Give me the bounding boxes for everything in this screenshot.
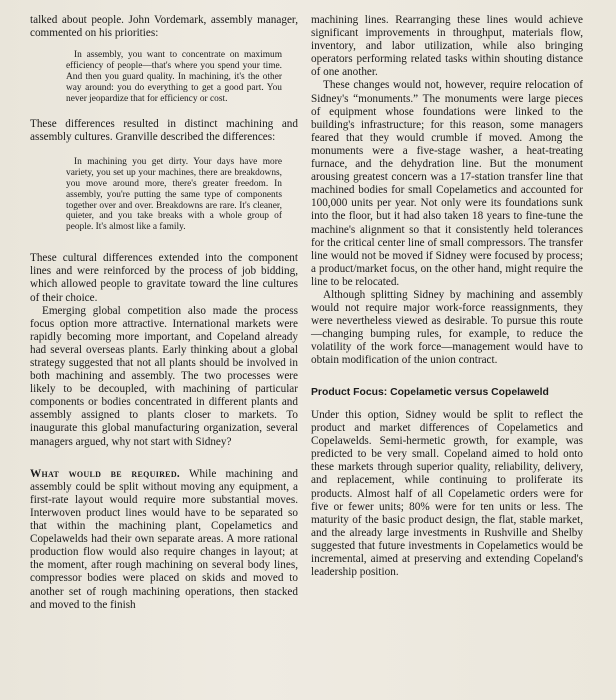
product-focus-paragraph: Under this option, Sidney would be split to reflect the product and market differences of Copelametics and Copelawelds. Semi-hermetic growth, for example, was predicted to be very small. Copeland aimed to hold onto these markets through superior quality, reliability, delivery, and replacement, while continuing to proliferate its products. Almost half of all Copelametic orders were for five or fewer units; 80% were for ten units or less. The maturity of the basic product design, the flat, stable market, and the already large investments in Rushville and Shelby suggested that future investments in Copelametics would be incremental, aimed at preserving and extending Copeland's leadership position. bbox=[311, 408, 583, 579]
left-column bbox=[30, 14, 298, 612]
cultural-differences-paragraph: These cultural differences extended into the component lines and were reinforced by the process of job bidding, which allowed people to gravitate toward the line cultures of their choice. bbox=[30, 252, 298, 304]
required-text: While machining and assembly could be split without moving any equipment, a first-rate layout would require more substantial moves. Interwoven product lines would have to be separated so that within the machining plant, Copelametics and Copelawelds had their own separate areas. A more rational production flow would also require changes in layout; at the moment, after rough machining on several body lines, compressor bodies were placed on skids and moved to another set of rough machining operations, then stacked and moved to the finish bbox=[30, 467, 298, 611]
splitting-paragraph: Although splitting Sidney by machining and assembly would not require major work-force reassignments, they were nevertheless viewed as desirable. To pursue this route—changing bumping rules, for example, to reduce the volatility of the work force—management would have to obtain modification of the union contract. bbox=[311, 288, 583, 367]
right-column bbox=[311, 14, 583, 579]
required-heading: What would be required. bbox=[30, 467, 180, 480]
cultures-paragraph: These differences resulted in distinct machining and assembly cultures. Granville described the differences: bbox=[30, 117, 298, 143]
monuments-paragraph: These changes would not, however, require relocation of Sidney's “monuments.” The monuments were large pieces of equipment whose foundations were linked to the building's infrastructure; for this reason, some managers feared that they would crumble if moved. Among the monuments were a five-stage washer, a heat-treating furnace, and the dehydration line. But the monument arousing greatest concern was a 17-station transfer line that machined bodies for small Copelametics and accounted for 100,000 units per year. Not only were its foundations sunk into the floor, but it had also taken 18 years to fine-tune the machine's alignment so that it consistently held tolerances for the critical center line of small compressors. The transfer line would not be moved if Sidney were focused by process; a product/market focus, on the other hand, might require the line to be relocated. bbox=[311, 79, 583, 288]
intro-paragraph: talked about people. John Vordemark, assembly manager, commented on his priorities: bbox=[30, 14, 298, 40]
vordemark-quote: In assembly, you want to concentrate on maximum efficiency of people—that's where you spend your time. And then you guard quality. In machining, it's the other way around: you do everything to get a good part. You never jeopardize that for efficiency or cost. bbox=[66, 50, 282, 104]
global-competition-paragraph: Emerging global competition also made the process focus option more attractive. International markets were rapidly becoming more important, and Copeland already had several overseas plants. Early thinking about a global strategy suggested that not all plants should be involved in both machining and assembly. The two processes were likely to be decoupled, with machining of particular components or bodies concentrated in different plants and assembly assigned to plants closer to markets. To inaugurate this global manufacturing organization, several managers argued, why not start with Sidney? bbox=[30, 304, 298, 448]
required-paragraph bbox=[30, 468, 298, 612]
continuation-paragraph: machining lines. Rearranging these lines would achieve significant improvements in throughput, materials flow, inventory, and labor utilization, while also bringing operators performing related tasks within shouting distance of one another. bbox=[311, 14, 583, 79]
granville-quote: In machining you get dirty. Your days have more variety, you set up your machines, there are breakdowns, you move around more, there's greater freedom. In assembly, you're putting the same type of components together over and over. Breakdowns are rare. It's cleaner, quieter, and you take breaks with a whole group of people. It's almost like a family. bbox=[66, 156, 282, 233]
section-heading: Product Focus: Copelametic versus Copelaweld bbox=[311, 386, 549, 398]
